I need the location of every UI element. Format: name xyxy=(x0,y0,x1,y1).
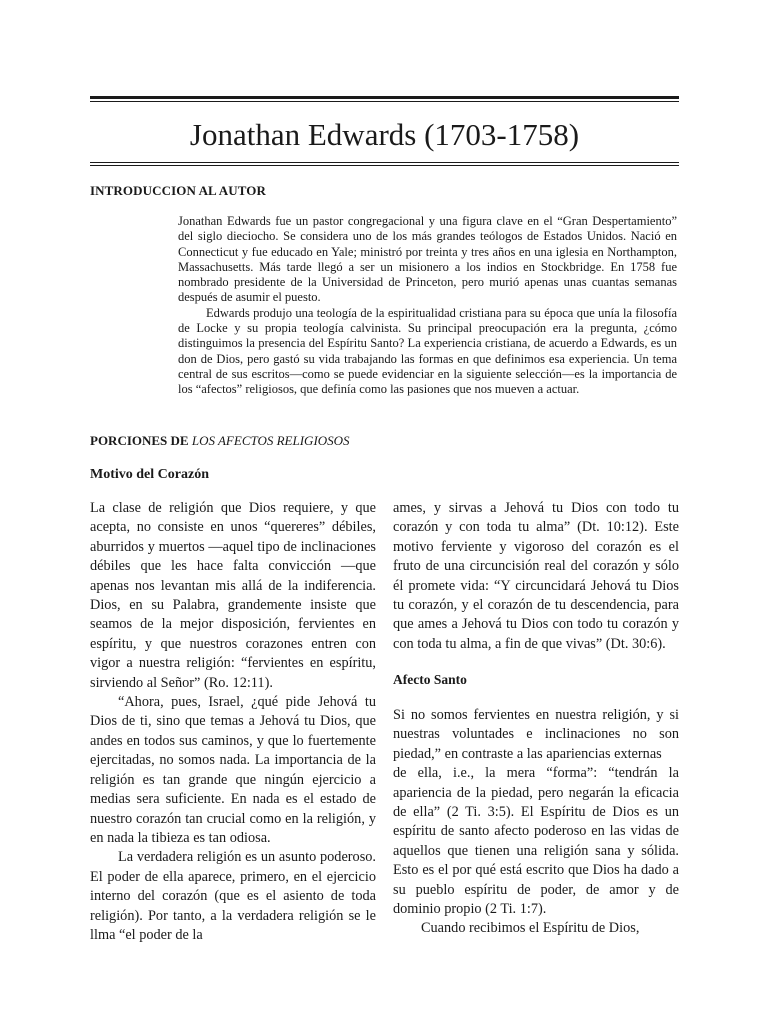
intro-paragraph: Jonathan Edwards fue un pastor congregacional y una figura clave en el “Gran Despertamiento” del siglo dieciocho. Se considera uno de los más grandes teólogos de Estados Unidos. Nació en Connecticut y fue educado en Yale; ministró por treinta y tres años en una iglesia en Northampton, Massachusetts. Más tarde llegó a ser un misionero a los indios en Stockbridge. En 1758 fue nombrado presidente de la Universidad de Princeton, pero murió apenas unas cuantas semanas después de asumir el puesto. xyxy=(178,214,677,305)
body-paragraph: ames, y sirvas a Jehová tu Dios con todo tu corazón y con toda tu alma” (Dt. 10:12). Este motivo ferviente y vigoroso del corazón es el fruto de una circuncisión real del corazón y sólo él promete vida: “Y circuncidará Jehová tu Dios tu corazón, y el corazón de tu descendencia, para que ames a Jehová tu Dios con todo tu corazón y con toda tu alma, a fin de que vivas” (Dt. 30:6). xyxy=(393,500,679,652)
right-column-top xyxy=(393,499,679,654)
top-rule-thick xyxy=(90,96,679,99)
section-heading-motivo: Motivo del Corazón xyxy=(90,467,209,482)
portions-heading xyxy=(90,433,350,449)
page-title: Jonathan Edwards (1703-1758) xyxy=(189,117,580,152)
body-paragraph: La verdadera religión es un asunto poderoso. El poder de ella aparece, primero, en el ejercicio interno del corazón (que es el asiento de toda religión). Por tanto, a la verdadera religión se le llma “el poder de la xyxy=(90,849,376,943)
body-paragraph: La clase de religión que Dios requiere, y que acepta, no consiste en unos “quereres” débiles, aburridos y muertos —aquel tipo de inclinaciones débiles que les hace falta convicción —que apenas nos levantan mis allá de la indiferencia. Dios, en su Palabra, grandemente insiste que seamos de la mejor disposición, fervientes en espíritu, y que nuestros corazones entren con vigor a nuestra religión: “fervientes en espíritu, sirviendo al Señor” (Ro. 12:11). xyxy=(90,500,376,691)
body-paragraph: Si no somos fervientes en nuestra religión, y si nuestras voluntades e inclinaciones no son piedad,” en contraste a las apariencias externas xyxy=(393,707,679,762)
intro-paragraph: Edwards produjo una teología de la espiritualidad cristiana para su época que unía la filosofía de Locke y su propia teología calvinista. Su principal preocupación era la pregunta, ¿cómo distinguimos la presencia del Espíritu Santo? La experiencia cristiana, de acuerdo a Edwards, es un don de Dios, pero gastó su vida trabajando las formas en que definimos esa experiencia. Un tema central de sus escritos—como se puede evidenciar en la siguiente selección—es la importancia de los “afectos” religiosos, que definía como las pasiones que nos mueven a actuar. xyxy=(178,305,677,397)
body-paragraph: “Ahora, pues, Israel, ¿qué pide Jehová tu Dios de ti, sino que temas a Jehová tu Dios, que andes en todos sus caminos, y que lo fuertemente ejercitadas, no somos nada. La importancia de la religión es tan grande que ningún ejercicio a medias sera suficiente. En nada es el estado de nuestro corazón tan crucial como en la religión, y en nada la tibieza es tan odiosa. xyxy=(90,694,376,846)
intro-heading: INTRODUCCION AL AUTOR xyxy=(90,183,266,198)
section-heading-afecto: Afecto Santo xyxy=(393,672,467,687)
top-rule-thin xyxy=(90,101,679,102)
intro-text xyxy=(178,214,677,398)
body-paragraph: Cuando recibimos el Espíritu de Dios, xyxy=(421,920,640,937)
portions-heading-prefix: PORCIONES DE xyxy=(90,433,192,448)
right-column-bottom xyxy=(393,706,679,939)
bottom-rule-thin xyxy=(90,162,679,163)
portions-heading-title: LOS AFECTOS RELIGIOSOS xyxy=(191,433,350,448)
bottom-rule-thin-2 xyxy=(90,165,679,166)
body-paragraph: de ella, i.e., la mera “forma”: “tendrán la apariencia de la piedad, pero negarán la eficacia de ella” (2 Ti. 3:5). El Espíritu de Dios es un espíritu de santo afecto poderoso en las vidas de aquellos que tienen una religión sana y sólida. Esto es el por qué está escrito que Dios ha dado a su pueblo espíritu de poder, de amor y de dominio propio (2 Ti. 1:7). xyxy=(393,765,679,918)
left-column xyxy=(90,499,376,945)
